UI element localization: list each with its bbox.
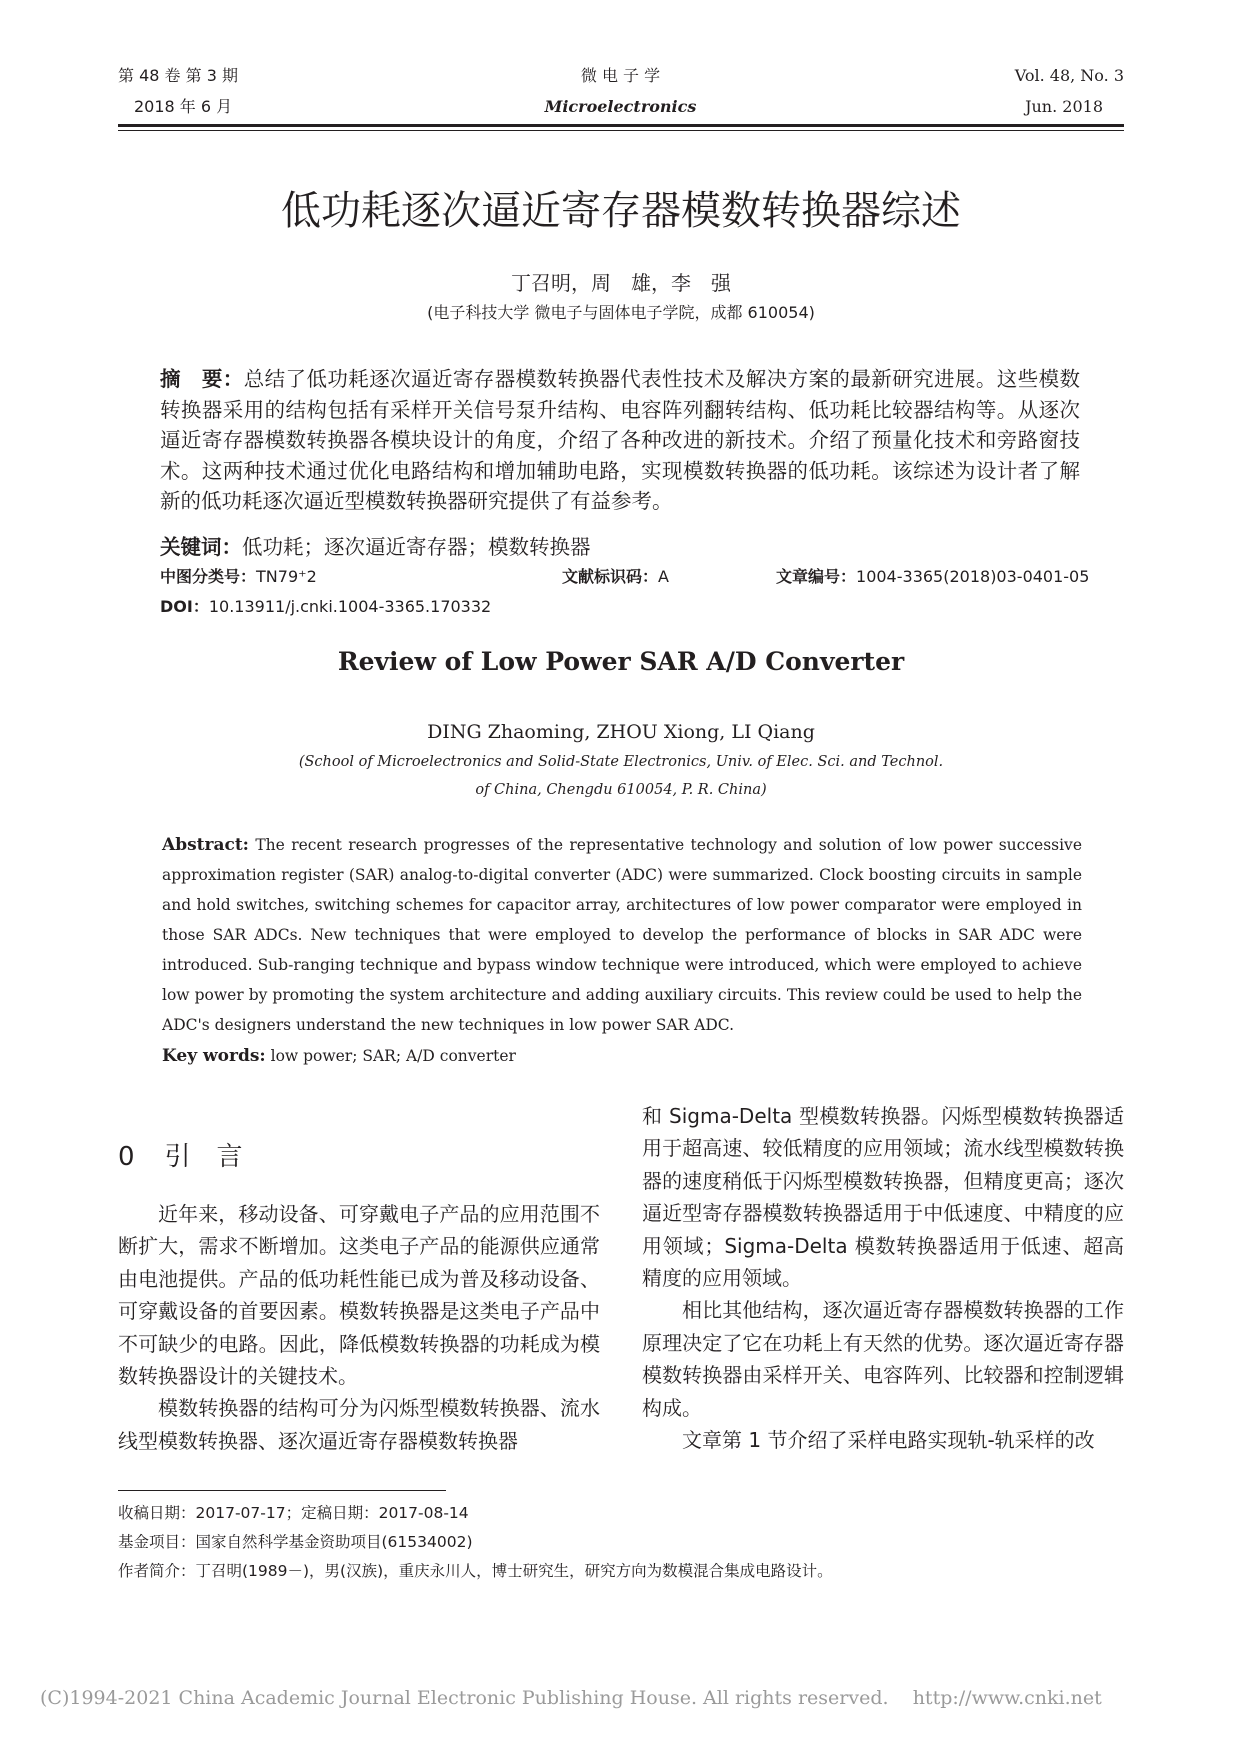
footnote-bio: 作者简介：丁召明(1989－)，男(汉族)，重庆永川人，博士研究生，研究方向为数模混合集成电路设计。 <box>118 1562 833 1580</box>
header-rule-thin <box>118 130 1124 131</box>
date-cn: 2018 年 6 月 <box>134 97 233 116</box>
copyright-notice: (C)1994-2021 China Academic Journal Electronic Publishing House. All rights reserved. http://www.cnki.net <box>40 1687 1102 1709</box>
keywords-en-label: Key words: <box>162 1046 266 1066</box>
paper-title-en: Review of Low Power SAR A/D Converter <box>337 647 905 676</box>
keywords-en <box>162 1041 516 1071</box>
keywords-cn <box>160 532 591 563</box>
keywords-cn-text: 低功耗；逐次逼近寄存器；模数转换器 <box>242 535 591 559</box>
body-left-column <box>118 1198 600 1457</box>
abstract-cn-text: 总结了低功耗逐次逼近寄存器模数转换器代表性技术及解决方案的最新研究进展。这些模数转换器采用的结构包括有采样开关信号泵升结构、电容阵列翻转结构、低功耗比较器结构等。从逐次逼近寄存器模数转换器各模块设计的角度，介绍了各种改进的新技术。介绍了预量化技术和旁路窗技术。这两种技术通过优化电路结构和增加辅助电路，实现模数转换器的低功耗。该综述为设计者了解新的低功耗逐次逼近型模数转换器研究提供了有益参考。 <box>160 367 1081 513</box>
doi: DOI：10.13911/j.cnki.1004-3365.170332 <box>160 597 492 616</box>
document-code: 文献标识码：A <box>562 567 669 586</box>
body-paragraph: 文章第 1 节介绍了采样电路实现轨-轨采样的改 <box>682 1428 1095 1453</box>
keywords-en-text: low power; SAR; A/D converter <box>270 1047 516 1065</box>
abstract-cn-label: 摘 要： <box>160 367 244 391</box>
affiliation-cn: (电子科技大学 微电子与固体电子学院，成都 610054) <box>427 303 815 322</box>
abstract-en-text: The recent research progresses of the representative technology and solution of low power successive approximation register (SAR) analog-to-digital converter (ADC) were summarized. Clock boosting circuits in sample and hold switches, switching schemes for capacitor array, architectures of low power comparator were employed in those SAR ADCs. New techniques that were employed to develop the performance of blocks in SAR ADC were introduced. Sub-ranging technique and bypass window technique were introduced, which were employed to achieve low power by promoting the system architecture and adding auxiliary circuits. This review could be used to help the ADC's designers understand the new techniques in low power SAR ADC. <box>162 836 1082 1034</box>
header-rule-thick <box>118 124 1124 127</box>
footnote-rule <box>118 1490 446 1491</box>
footnote-received: 收稿日期：2017-07-17；定稿日期：2017-08-14 <box>118 1504 469 1522</box>
authors-en: DING Zhaoming, ZHOU Xiong, LI Qiang <box>427 721 815 743</box>
body-paragraph: 模数转换器的结构可分为闪烁型模数转换器、流水线型模数转换器、逐次逼近寄存器模数转换器 <box>118 1396 600 1453</box>
section-title: 引 言 <box>164 1142 243 1172</box>
abstract-cn <box>160 364 1080 517</box>
journal-name-cn: 微 电 子 学 <box>580 66 661 85</box>
clc-number: 中图分类号：TN79⁺2 <box>160 567 317 586</box>
body-paragraph: 相比其他结构，逐次逼近寄存器模数转换器的工作原理决定了它在功耗上有天然的优势。逐次逼近寄存器模数转换器由采样开关、电容阵列、比较器和控制逻辑构成。 <box>642 1298 1124 1420</box>
affiliation-en-line1: (School of Microelectronics and Solid-State Electronics, Univ. of Elec. Sci. and Technol. <box>298 754 944 770</box>
volume-issue-cn: 第 48 卷 第 3 期 <box>118 66 238 85</box>
section-heading <box>118 1140 243 1174</box>
authors-cn: 丁召明，周 雄，李 强 <box>511 271 731 295</box>
journal-name-en: Microelectronics <box>544 97 697 116</box>
volume-issue-en: Vol. 48, No. 3 <box>1014 66 1124 85</box>
paper-title-cn: 低功耗逐次逼近寄存器模数转换器综述 <box>281 188 961 234</box>
footnote-fund: 基金项目：国家自然科学基金资助项目(61534002) <box>118 1533 473 1551</box>
section-number: 0 <box>118 1142 135 1172</box>
date-en: Jun. 2018 <box>1025 97 1103 116</box>
affiliation-en-line2: of China, Chengdu 610054, P. R. China) <box>475 782 767 798</box>
article-number: 文章编号：1004-3365(2018)03-0401-05 <box>776 567 1090 586</box>
keywords-cn-label: 关键词： <box>160 535 242 559</box>
abstract-en <box>162 830 1082 1040</box>
body-right-column <box>642 1100 1124 1456</box>
body-paragraph: 和 Sigma-Delta 型模数转换器。闪烁型模数转换器适用于超高速、较低精度的应用领域；流水线型模数转换器的速度稍低于闪烁型模数转换器，但精度更高；逐次逼近型寄存器模数转换器适用于中低速度、中精度的应用领域；Sigma-Delta 模数转换器适用于低速、超高精度的应用领域。 <box>642 1104 1124 1291</box>
abstract-en-label: Abstract: <box>162 835 249 855</box>
body-paragraph: 近年来，移动设备、可穿戴电子产品的应用范围不断扩大，需求不断增加。这类电子产品的能源供应通常由电池提供。产品的低功耗性能已成为普及移动设备、可穿戴设备的首要因素。模数转换器是这类电子产品中不可缺少的电路。因此，降低模数转换器的功耗成为模数转换器设计的关键技术。 <box>118 1202 600 1389</box>
